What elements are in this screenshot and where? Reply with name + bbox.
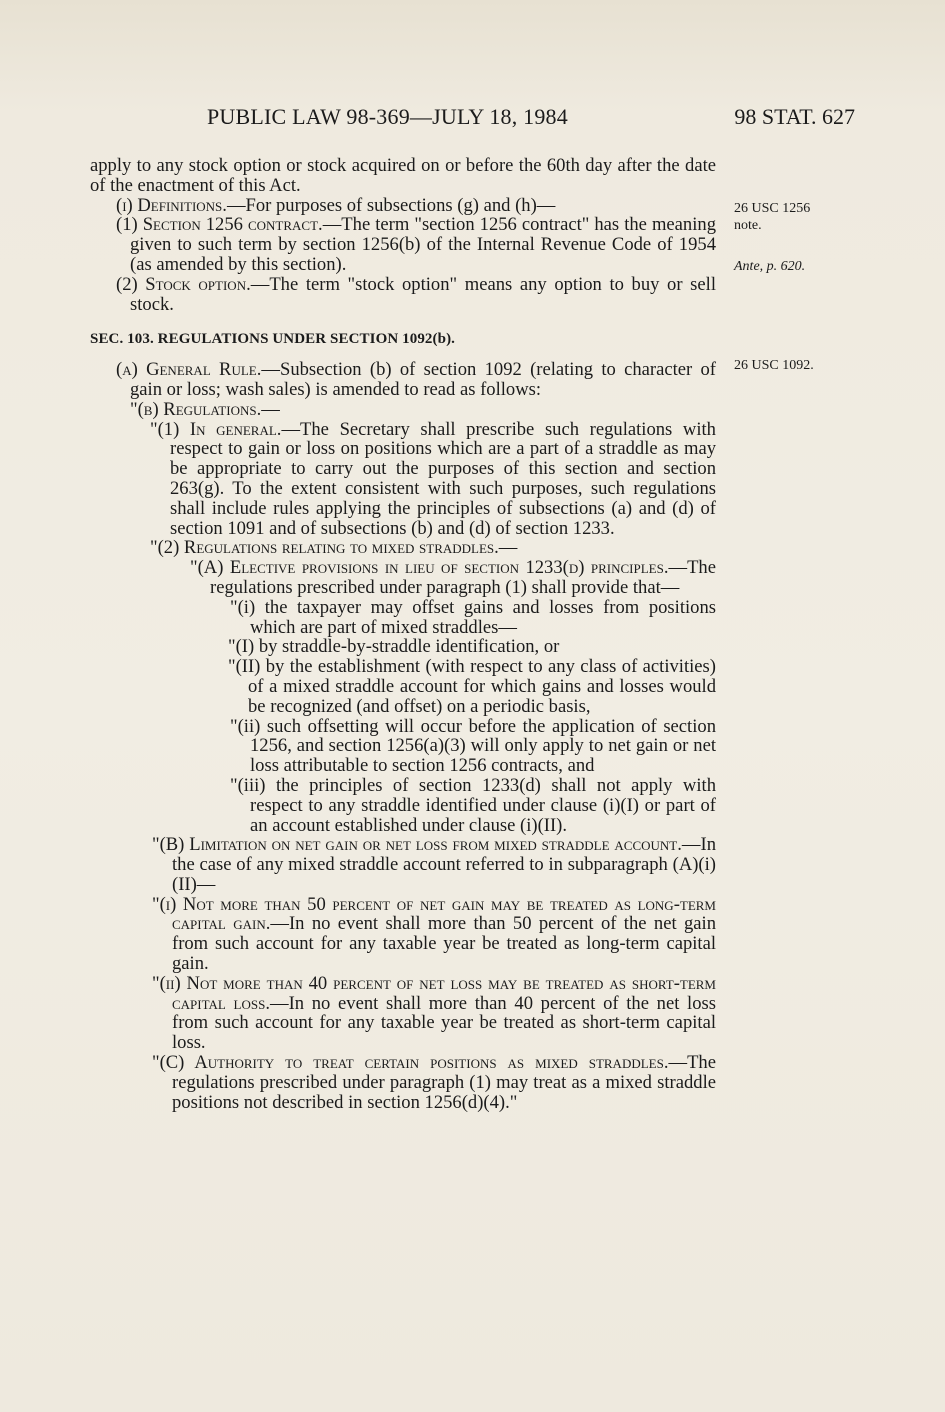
paragraph-b-1-text: —The Secretary shall prescribe such regulations with respect to gain or loss on positions which are a part of a straddle as may be appropriate to carry out the purposes of this section and section 263(g). To the extent consistent with such purposes, such regulations shall include rules applying the principles of subsections (a) and (d) of section 1091 and of subsections (b) and (d) of section 1233. <box>170 418 716 539</box>
subsection-b-heading <box>90 400 716 420</box>
subsection-i <box>90 196 716 216</box>
heading-section-1256-contract: (1) Section 1256 contract. <box>116 214 323 236</box>
heading-stock-option: (2) Stock option. <box>116 273 251 295</box>
paragraph-i-2 <box>90 275 716 315</box>
paragraph-i-1 <box>90 215 716 274</box>
section-heading: SEC. 103. REGULATIONS UNDER SECTION 1092(b). <box>90 331 456 348</box>
subclause-A-i-II: "(II) by the establishment (with respect to any class of activities) of a mixed straddle account for which gains and losses would be recognized (and offset) on a periodic basis, <box>228 656 716 717</box>
heading-regulations: "(b) Regulations.— <box>130 398 280 420</box>
heading-mixed-straddles: "(2) Regulations relating to mixed straddles.— <box>150 537 518 559</box>
page-header <box>0 104 945 134</box>
paragraph-carryover: apply to any stock option or stock acquired on or before the 60th day after the date of the enactment of this Act. <box>90 155 716 196</box>
header-title: PUBLIC LAW 98-369—JULY 18, 1984 <box>207 104 568 129</box>
margin-note-26-usc-1092: 26 USC 1092. <box>734 358 814 373</box>
subsection-a-text: —Subsection (b) of section 1092 (relating to character of gain or loss; wash sales) is amended to read as follows: <box>130 359 717 400</box>
clause-A-iii: "(iii) the principles of section 1233(d) shall not apply with respect to any straddle identified under clause (i)(I) or part of an account established under clause (i)(II). <box>230 774 716 836</box>
subsection-i-text: —For purposes of subsections (g) and (h)— <box>226 194 556 216</box>
heading-limitation: "(B) Limitation on net gain or net loss from mixed straddle account. <box>152 834 682 856</box>
paragraph-b-2-heading <box>90 538 716 558</box>
clause-B-i-text: —In no event shall more than 50 percent of the net gain from such account for any taxable year be treated as long-term capital gain. <box>172 913 716 975</box>
margin-note-26-usc-1256: 26 USC 1256 <box>734 201 811 216</box>
margin-note-ante: Ante, p. 620. <box>734 259 806 274</box>
clause-B-i <box>90 895 716 974</box>
clause-B-ii-text: —In no event shall more than 40 percent of the net loss from such account for any taxable year be treated as short-term capital loss. <box>172 992 716 1054</box>
subsection-a <box>90 360 716 400</box>
heading-elective-provisions: "(A) Elective provisions in lieu of section 1233(d) principles. <box>190 557 669 579</box>
subparagraph-C <box>90 1053 716 1112</box>
subparagraph-B <box>90 835 716 894</box>
heading-general-rule: (a) General Rule. <box>116 359 262 381</box>
subparagraph-A-text: —The regulations prescribed under paragraph (1) shall provide that— <box>210 557 716 598</box>
clause-A-i: "(i) the taxpayer may offset gains and losses from positions which are part of mixed straddles— <box>230 596 716 638</box>
subparagraph-B-text: —In the case of any mixed straddle account referred to in subparagraph (A)(i)(II)— <box>172 834 716 895</box>
clause-B-ii <box>90 974 716 1053</box>
paragraph-b-1 <box>90 420 716 539</box>
heading-definitions: (i) Definitions. <box>116 194 227 216</box>
statute-page-number: 98 STAT. 627 <box>734 104 855 129</box>
subparagraph-C-text: —The regulations prescribed under paragraph (1) may treat as a mixed straddle positions not described in section 1256(d)(4)." <box>172 1052 716 1113</box>
paragraph-i-2-text: —The term "stock option" means any option to buy or sell stock. <box>130 273 716 315</box>
margin-note-note: note. <box>734 218 762 233</box>
paragraph-i-1-text: —The term "section 1256 contract" has the meaning given to such term by section 1256(b) of the Internal Revenue Code of 1954 (as amended by this section). <box>130 214 716 275</box>
subparagraph-A <box>90 558 716 598</box>
heading-in-general: "(1) In general. <box>150 418 282 440</box>
subclause-A-i-I: "(I) by straddle-by-straddle identification, or <box>228 636 560 658</box>
body-text <box>90 156 716 1112</box>
heading-50-percent: "(i) Not more than 50 percent of net gain may be treated as long-term capital gain. <box>152 893 716 935</box>
heading-40-percent: "(ii) Not more than 40 percent of net loss may be treated as short-term capital loss. <box>152 972 716 1014</box>
heading-authority: "(C) Authority to treat certain positions as mixed straddles. <box>152 1052 669 1074</box>
clause-A-ii: "(ii) such offsetting will occur before the application of section 1256, and section 1256(a)(3) will only apply to net gain or net loss attributable to section 1256 contracts, and <box>230 715 716 777</box>
